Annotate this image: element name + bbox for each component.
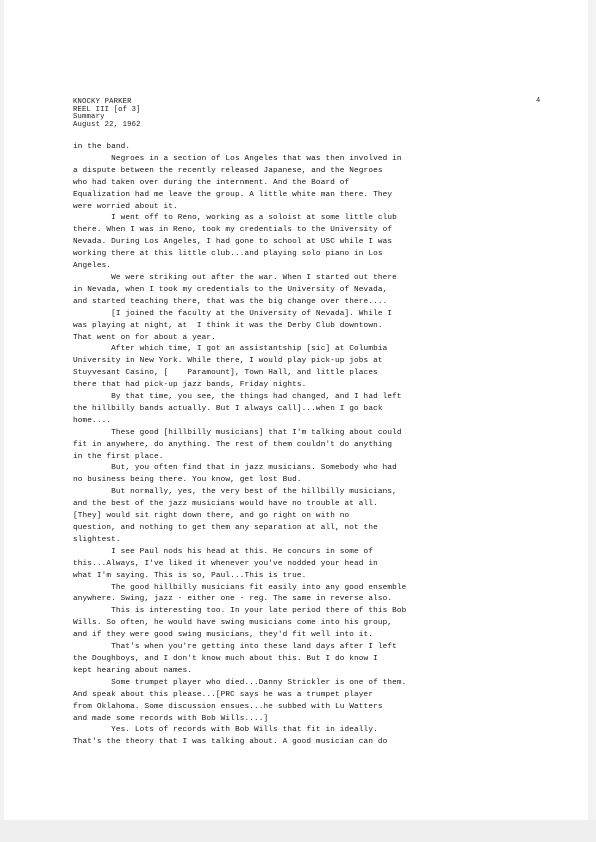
text-line: were worried about it. [73,202,178,211]
text-line: [They] would sit right down there, and go right on with no [73,512,350,521]
text-line: the Doughboys, and I don't know much about this. But I do know I [73,654,378,663]
text-line: [I joined the faculty at the University of Nevada]. While I [73,309,393,318]
text-line: home.... [73,416,112,425]
header-line: KNOCKY PARKER [73,98,132,106]
text-line: These good [hillbilly musicians] that I'm talking about could [73,428,402,437]
text-line: was playing at night, at I think it was the Derby Club downtown. [73,321,383,330]
text-line: This is interesting too. In your late period there of this Bob [73,607,407,616]
document-body [73,142,547,749]
text-line: this...Always, I've liked it whenever you've nodded your head in [73,559,378,568]
text-line: That's when you're getting into these land days after I left [73,643,397,652]
text-line: in the band. [73,143,131,151]
text-line: By that time, you see, the things had changed, and I had left [73,393,402,402]
text-line: University in New York. While there, I would play pick-up jobs at [73,357,383,366]
text-line: That's the theory that I was talking about. A good musician can do [73,738,388,747]
text-line: working there at this little club...and playing solo piano in Los [73,250,383,259]
text-line: But normally, yes, the very best of the hillbilly musicians, [73,488,397,497]
text-line: We were striking out after the war. When I started out there [73,273,397,282]
text-line: and started teaching there, that was the big change over there.... [73,297,388,306]
text-line: Equalization had me leave the group. A little white man there. They [73,190,393,199]
text-line: slightest. [73,535,121,544]
text-line: question, and nothing to get them any separation at all, not the [73,524,378,532]
text-line: And speak about this please...[PRC says he was a trumpet player [73,690,374,699]
text-line: and made some records with Bob Wills....] [73,714,269,723]
text-line: After which time, I got an assistantship [sic] at Columbia [73,345,388,354]
text-line: kept hearing about names. [73,666,193,675]
text-line: who had taken over during the internment. And the Board of [73,178,350,187]
header-line: REEL III [of 3] [73,105,141,114]
text-line: fit in anywhere, do anything. The rest of them couldn't do anything [73,440,393,449]
header-line: Summary [73,113,105,122]
text-line: there. When I was in Reno, took my credentials to the University of [73,226,393,235]
text-line: a dispute between the recently released Japanese, and the Negroes [73,166,383,175]
text-line: Some trumpet player who died...Danny Strickler is one of them. [73,678,407,687]
document-header [73,99,141,129]
text-line: in Nevada, when I took my credentials to the University of Nevada, [73,285,388,294]
text-line: Wills. So often, he would have swing musicians come into his group, [73,619,393,628]
page-mark: 4 [536,97,541,105]
text-line: there that had pick-up jazz bands, Friday nights. [73,381,307,390]
text-line: Yes. Lots of records with Bob Wills that fit in ideally. [73,726,378,735]
text-line: and if they were good swing musicians, they'd fit well into it. [73,631,374,640]
text-line: what I'm saying. This is so, Paul...This is true. [73,571,307,580]
text-line: and the best of the jazz musicians would have no trouble at all. [73,500,378,509]
text-line: in the first place. [73,452,164,461]
text-line: I see Paul nods his head at this. He concurs in some of [73,547,374,556]
text-line: anywhere. Swing, jazz - either one - reg. The same in reverse also. [73,595,393,604]
text-line: That went on for about a year. [73,333,216,342]
text-line: I went off to Reno, working as a soloist at some little club [73,214,397,223]
text-line: Negroes in a section of Los Angeles that was then involved in [73,154,402,163]
text-line: the hillbilly bands actually. But I always call]...when I go back [73,404,383,413]
text-line: no business being there. You know, get lost Bud. [73,476,302,485]
text-line: The good hillbilly musicians fit easily into any good ensemble [73,583,407,592]
text-line: Nevada. During Los Angeles, I had gone to school at USC while I was [73,238,393,247]
text-line: Stuyvesant Casino, [ Paramount], Town Hall, and little places [73,369,378,378]
document-page [4,0,588,820]
text-line: But, you often find that in jazz musicians. Somebody who had [73,464,397,473]
header-line: August 22, 1962 [73,120,141,129]
text-line: Angeles. [73,262,112,271]
page-bottom-margin [0,820,596,842]
text-line: from Oklahoma. Some discussion ensues...he subbed with Lu Watters [73,702,383,711]
